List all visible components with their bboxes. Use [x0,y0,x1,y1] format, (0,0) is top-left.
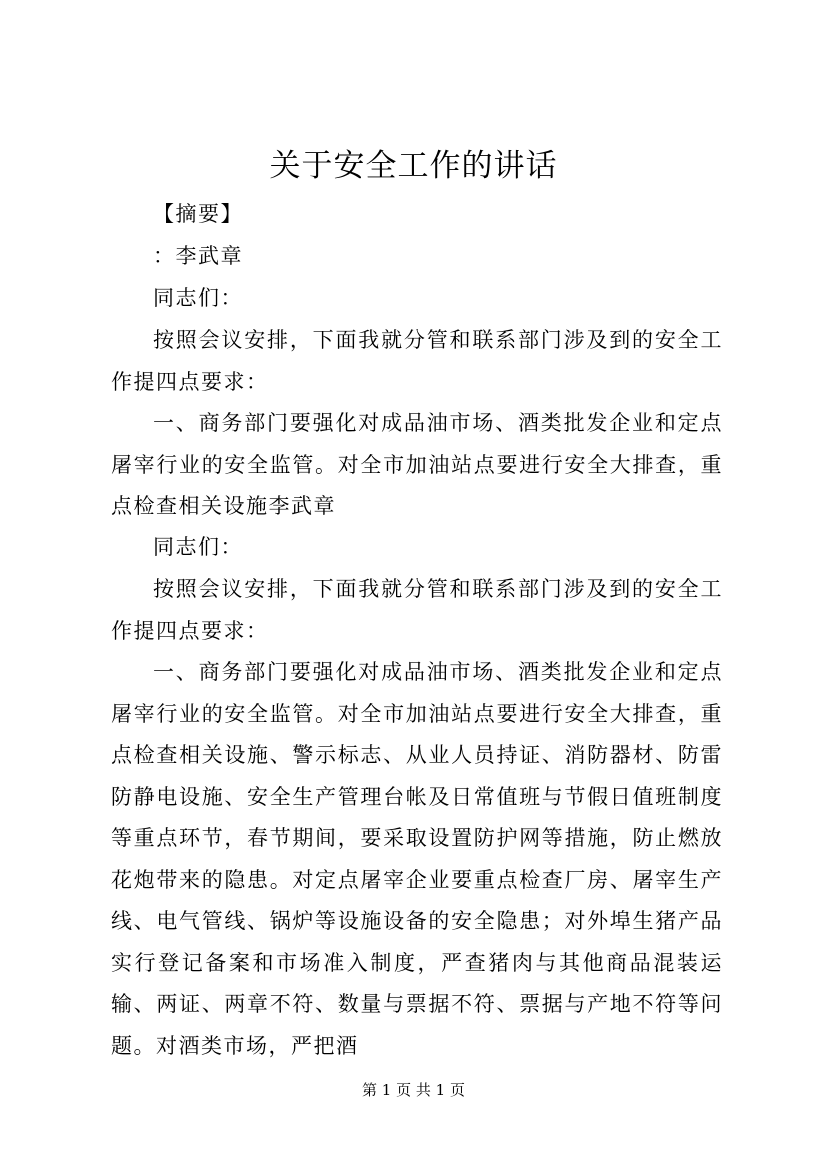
paragraph-abstract: 【摘要】 [153,202,243,226]
page-footer: 第 1 页 共 1 页 [362,1081,465,1099]
paragraph-salutation-repeat: 同志们： [153,535,243,559]
paragraph-intro: 按照会议安排，下面我就分管和联系部门涉及到的安全工作提四点要求： [111,328,723,394]
paragraph-intro-repeat: 按照会议安排，下面我就分管和联系部门涉及到的安全工作提四点要求： [111,577,723,643]
paragraph-author: ：李武章 [153,244,243,268]
paragraph-salutation: 同志们： [153,286,243,310]
paragraph-point-one-excerpt: 一、商务部门要强化对成品油市场、酒类批发企业和定点屠宰行业的安全监管。对全市加油站点要进行安全大排查，重点检查相关设施李武章 [111,411,723,518]
document-title: 关于安全工作的讲话 [269,148,558,184]
paragraph-point-one: 一、商务部门要强化对成品油市场、酒类批发企业和定点屠宰行业的安全监管。对全市加油站点要进行安全大排查，重点检查相关设施、警示标志、从业人员持证、消防器材、防雷防静电设施、安全生产管理台帐及日常值班与节假日值班制度等重点环节，春节期间，要采取设置防护网等措施，防止燃放花炮带来的隐患。对定点屠宰企业要重点检查厂房、屠宰生产线、电气管线、锅炉等设施设备的安全隐患；对外埠生猪产品实行登记备案和市场准入制度，严查猪肉与其他商品混装运输、两证、两章不符、数量与票据不符、票据与产地不符等问题。对酒类市场，严把酒 [111,660,723,1058]
